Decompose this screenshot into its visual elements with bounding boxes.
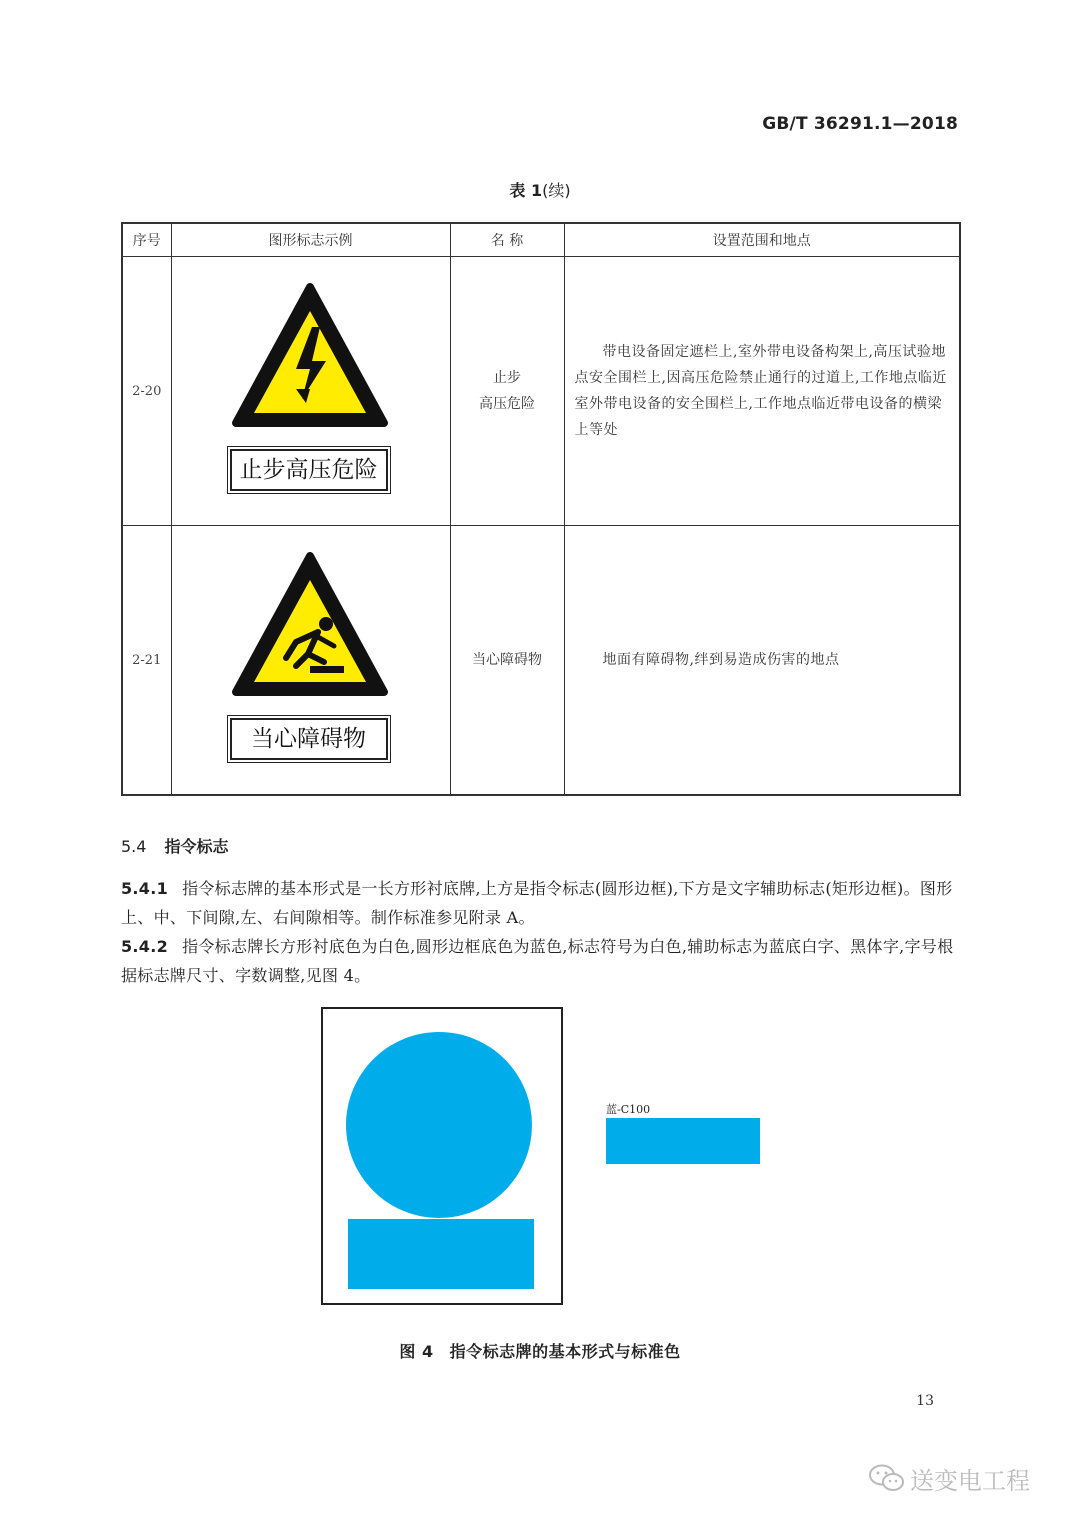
- section-title: [121, 834, 228, 857]
- sign-table: [121, 222, 961, 796]
- figure-caption-text: 指令标志牌的基本形式与标准色: [449, 1342, 681, 1361]
- watermark: [868, 1462, 1030, 1494]
- standard-code: GB/T 36291.1—2018: [762, 114, 958, 134]
- page-number: 13: [916, 1393, 934, 1409]
- header-name: 名 称: [450, 223, 564, 257]
- paragraph-number: 5.4.2: [121, 937, 169, 956]
- watermark-text: 送变电工程: [910, 1466, 1030, 1495]
- table-caption-number: 表 1: [509, 181, 543, 200]
- sign-text-label: 止步高压危险: [230, 449, 388, 491]
- mandatory-sign-circle: [346, 1032, 532, 1218]
- table-header-row: [122, 223, 960, 257]
- mandatory-sign-text-panel: [348, 1219, 534, 1289]
- paragraph: [121, 874, 961, 932]
- row-seq: 2-20: [122, 257, 171, 526]
- row-seq: 2-21: [122, 526, 171, 796]
- name-line-1: 止步: [493, 370, 521, 386]
- paragraph-text: 指令标志牌的基本形式是一长方形衬底牌,上方是指令标志(圆形边框),下方是文字辅助标志(矩形边框)。图形上、中、下间隙,左、右间隙相等。制作标准参见附录 A。: [121, 879, 953, 927]
- name-line-2: 高压危险: [479, 396, 535, 412]
- table-caption: [0, 178, 1080, 201]
- section-number: 5.4: [121, 837, 147, 856]
- sign-text-label: 当心障碍物: [230, 718, 388, 760]
- figure-number: 图 4: [399, 1342, 434, 1361]
- row-name: [450, 526, 564, 796]
- table-row: [122, 257, 960, 526]
- header-seq: 序号: [122, 223, 171, 257]
- sign-example-cell: [171, 526, 450, 796]
- mandatory-sign-template: [321, 1007, 563, 1305]
- sign-example-cell: [171, 257, 450, 526]
- color-swatch: [606, 1118, 760, 1164]
- color-swatch-label: 蓝-C100: [606, 1103, 651, 1116]
- high-voltage-warning-icon: [230, 281, 390, 431]
- paragraph: [121, 932, 961, 990]
- header-sign-example: 图形标志示例: [171, 223, 450, 257]
- obstacle-trip-warning-icon: [230, 550, 390, 700]
- name-line-1: 当心障碍物: [472, 652, 542, 668]
- row-location: 地面有障碍物,绊到易造成伤害的地点: [564, 526, 960, 796]
- wechat-icon: [868, 1463, 906, 1493]
- table-row: [122, 526, 960, 796]
- table-caption-continued: (续): [542, 181, 571, 200]
- row-location: 带电设备固定遮栏上,室外带电设备构架上,高压试验地点安全围栏上,因高压危险禁止通行的过道上,工作地点临近室外带电设备的安全围栏上,工作地点临近带电设备的横梁上等处: [564, 257, 960, 526]
- header-location: 设置范围和地点: [564, 223, 960, 257]
- paragraph-number: 5.4.1: [121, 879, 169, 898]
- paragraph-text: 指令标志牌长方形衬底色为白色,圆形边框底色为蓝色,标志符号为白色,辅助标志为蓝底白字、黑体字,字号根据标志牌尺寸、字数调整,见图 4。: [121, 937, 954, 985]
- section-heading: 指令标志: [164, 837, 229, 856]
- row-name: [450, 257, 564, 526]
- figure-caption: [0, 1339, 1080, 1362]
